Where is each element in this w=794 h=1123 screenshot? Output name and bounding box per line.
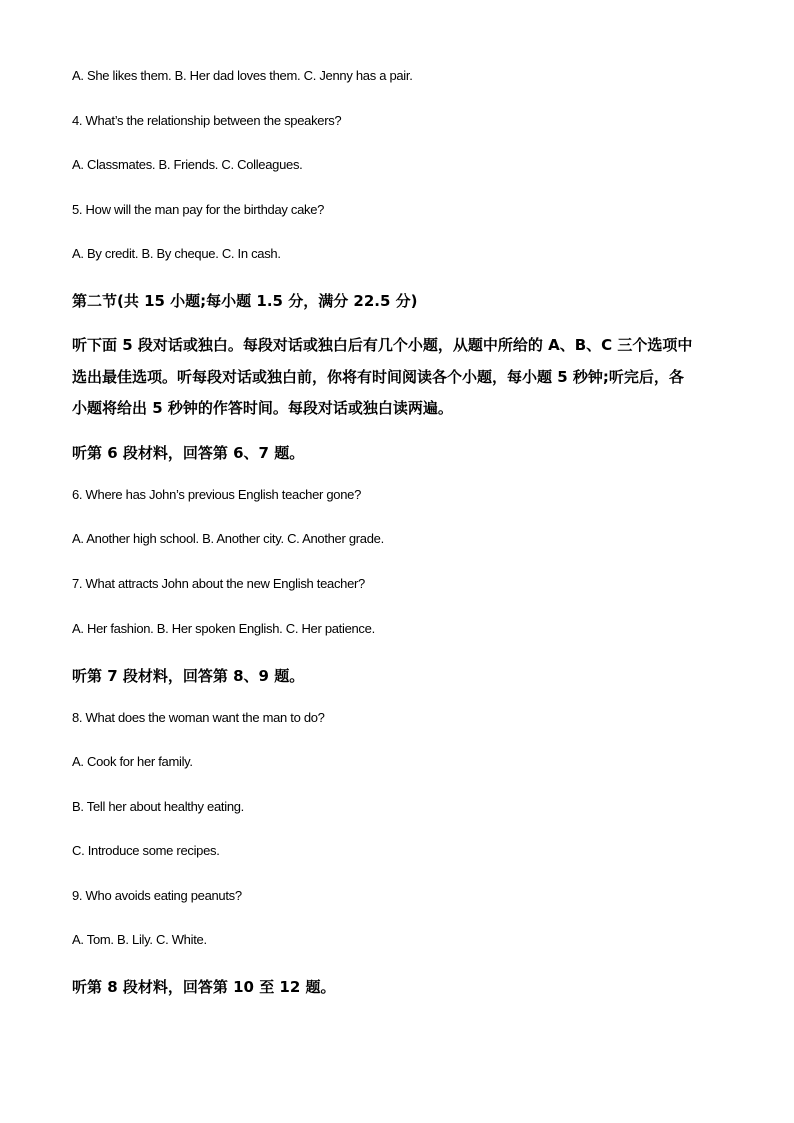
q4-options: A. Classmates. B. Friends. C. Colleagues.: [72, 157, 303, 172]
q7-options: A. Her fashion. B. Her spoken English. C. Her patience.: [72, 621, 375, 636]
q9-question: 9. Who avoids eating peanuts?: [72, 888, 242, 903]
q7-question: 7. What attracts John about the new English teacher?: [72, 576, 365, 591]
q6-options: A. Another high school. B. Another city. C. Another grade.: [72, 531, 384, 546]
q5-question: 5. How will the man pay for the birthday cake?: [72, 202, 325, 217]
section-two-heading: 第二节(共 15 小题;每小题 1.5 分，满分 22.5 分): [72, 292, 418, 310]
q8-option-b: B. Tell her about healthy eating.: [72, 799, 244, 814]
instructions-line-3: 小题将给出 5 秒钟的作答时间。每段对话或独白读两遍。: [72, 399, 453, 417]
q8-question: 8. What does the woman want the man to do?: [72, 710, 325, 725]
material-8-heading: 听第 8 段材料，回答第 10 至 12 题。: [72, 978, 336, 996]
q8-option-a: A. Cook for her family.: [72, 754, 193, 769]
q3-options: A. She likes them. B. Her dad loves them. C. Jenny has a pair.: [72, 68, 413, 83]
q8-option-c: C. Introduce some recipes.: [72, 843, 220, 858]
material-7-heading: 听第 7 段材料，回答第 8、9 题。: [72, 667, 305, 685]
instructions-line-2: 选出最佳选项。听每段对话或独白前，你将有时间阅读各个小题，每小题 5 秒钟;听完后，各: [72, 368, 684, 386]
q9-options: A. Tom. B. Lily. C. White.: [72, 932, 207, 947]
instructions-line-1: 听下面 5 段对话或独白。每段对话或独白后有几个小题，从题中所给的 A、B、C 三个选项中: [72, 336, 693, 354]
material-6-heading: 听第 6 段材料，回答第 6、7 题。: [72, 444, 305, 462]
q6-question: 6. Where has John’s previous English teacher gone?: [72, 487, 362, 502]
q5-options: A. By credit. B. By cheque. C. In cash.: [72, 246, 281, 261]
q4-question: 4. What’s the relationship between the speakers?: [72, 113, 342, 128]
